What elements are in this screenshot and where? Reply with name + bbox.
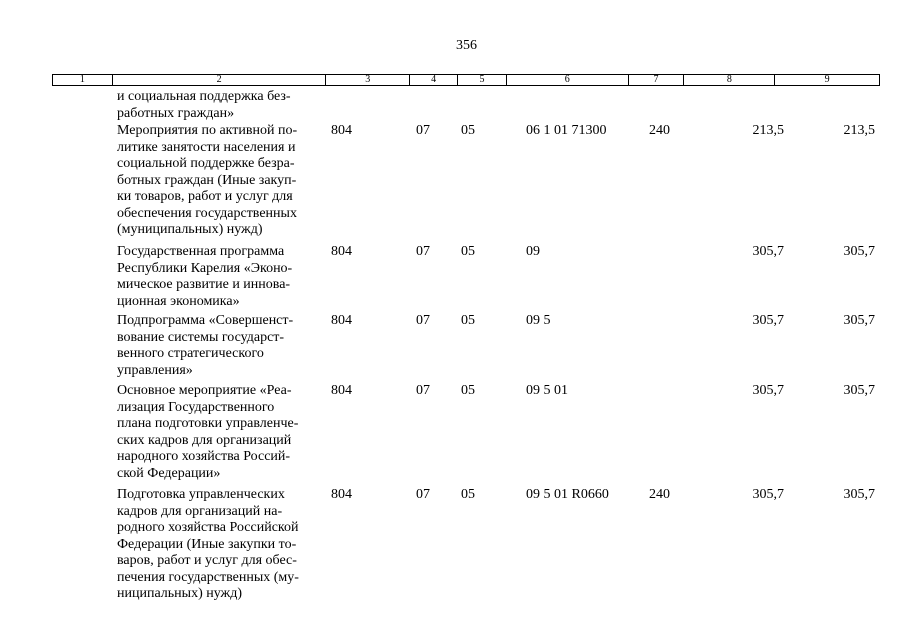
cell-col-6: 09 5 01 R0660 [526, 487, 609, 502]
description-line: ниципальных) нужд) [117, 586, 242, 601]
cell-col-4: 07 [416, 383, 430, 398]
page-number: 356 [456, 38, 477, 53]
cell-col-4: 07 [416, 123, 430, 138]
row-description [117, 383, 322, 482]
description-line: Федерации (Иные закупки то- [117, 536, 297, 552]
row-description [117, 89, 322, 122]
cell-col-4: 07 [416, 487, 430, 502]
description-line: Республики Карелия «Эконо- [117, 260, 293, 276]
description-line: народного хозяйства Россий- [117, 449, 291, 464]
cell-col-3: 804 [331, 123, 352, 138]
cell-col-4: 07 [416, 244, 430, 259]
description-line: и социальная поддержка без- [117, 89, 291, 104]
cell-col-4: 07 [416, 313, 430, 328]
description-line: печения государственных (му- [117, 569, 299, 585]
column-header-3: 3 [325, 75, 409, 85]
cell-col-5: 05 [461, 123, 475, 138]
cell-col-8: 213,5 [752, 123, 784, 138]
column-header-7: 7 [628, 75, 684, 85]
cell-col-6: 09 5 01 [526, 383, 568, 398]
description-line: социальной поддержке безра- [117, 156, 295, 171]
description-line: (муниципальных) нужд) [117, 222, 263, 237]
description-line: ской Федерации» [117, 465, 221, 481]
cell-col-7: 240 [649, 487, 670, 502]
cell-col-8: 305,7 [752, 383, 784, 398]
description-line: ских кадров для организаций [117, 432, 292, 448]
row-description [117, 244, 322, 310]
description-line: родного хозяйства Российской [117, 520, 299, 535]
description-line: кадров для организаций на- [117, 503, 283, 519]
description-line: Подпрограмма «Совершенст- [117, 313, 294, 328]
description-line: венного стратегического [117, 346, 264, 361]
column-header-4: 4 [409, 75, 457, 85]
cell-col-5: 05 [461, 244, 475, 259]
description-line: литике занятости населения и [117, 139, 296, 155]
column-header-9: 9 [774, 75, 879, 85]
cell-col-8: 305,7 [752, 313, 784, 328]
cell-col-9: 305,7 [843, 383, 875, 398]
column-header-5: 5 [457, 75, 506, 85]
cell-col-3: 804 [331, 383, 352, 398]
cell-col-3: 804 [331, 244, 352, 259]
description-line: Подготовка управленческих [117, 487, 285, 502]
description-line: варов, работ и услуг для обес- [117, 553, 297, 568]
cell-col-9: 213,5 [843, 123, 875, 138]
cell-col-6: 09 [526, 244, 540, 259]
description-line: плана подготовки управленче- [117, 416, 299, 431]
cell-col-5: 05 [461, 487, 475, 502]
column-header-6: 6 [506, 75, 628, 85]
description-line: мическое развитие и иннова- [117, 277, 291, 292]
column-header-2: 2 [112, 75, 325, 85]
column-header-1: 1 [79, 74, 85, 85]
cell-col-6: 09 5 [526, 313, 551, 328]
cell-col-3: 804 [331, 487, 352, 502]
row-description [117, 313, 322, 379]
description-line: управления» [117, 362, 193, 378]
description-line: обеспечения государственных [117, 205, 297, 221]
cell-col-3: 804 [331, 313, 352, 328]
description-line: Мероприятия по активной по- [117, 123, 298, 138]
column-header-8: 8 [683, 75, 774, 85]
cell-col-5: 05 [461, 383, 475, 398]
description-line: ки товаров, работ и услуг для [117, 189, 293, 204]
description-line: Государственная программа [117, 244, 285, 259]
description-line: ботных граждан (Иные закуп- [117, 172, 297, 188]
row-description [117, 123, 322, 239]
cell-col-7: 240 [649, 123, 670, 138]
description-line: Основное мероприятие «Реа- [117, 383, 292, 398]
cell-col-9: 305,7 [843, 244, 875, 259]
cell-col-6: 06 1 01 71300 [526, 123, 607, 138]
description-line: ционная экономика» [117, 293, 240, 309]
cell-col-8: 305,7 [752, 487, 784, 502]
description-line: лизация Государственного [117, 399, 275, 415]
cell-col-9: 305,7 [843, 313, 875, 328]
cell-col-8: 305,7 [752, 244, 784, 259]
row-description [117, 487, 322, 603]
table-header-row [52, 74, 880, 86]
cell-col-5: 05 [461, 313, 475, 328]
description-line: работных граждан» [117, 105, 235, 121]
description-line: вование системы государст- [117, 329, 285, 345]
cell-col-9: 305,7 [843, 487, 875, 502]
